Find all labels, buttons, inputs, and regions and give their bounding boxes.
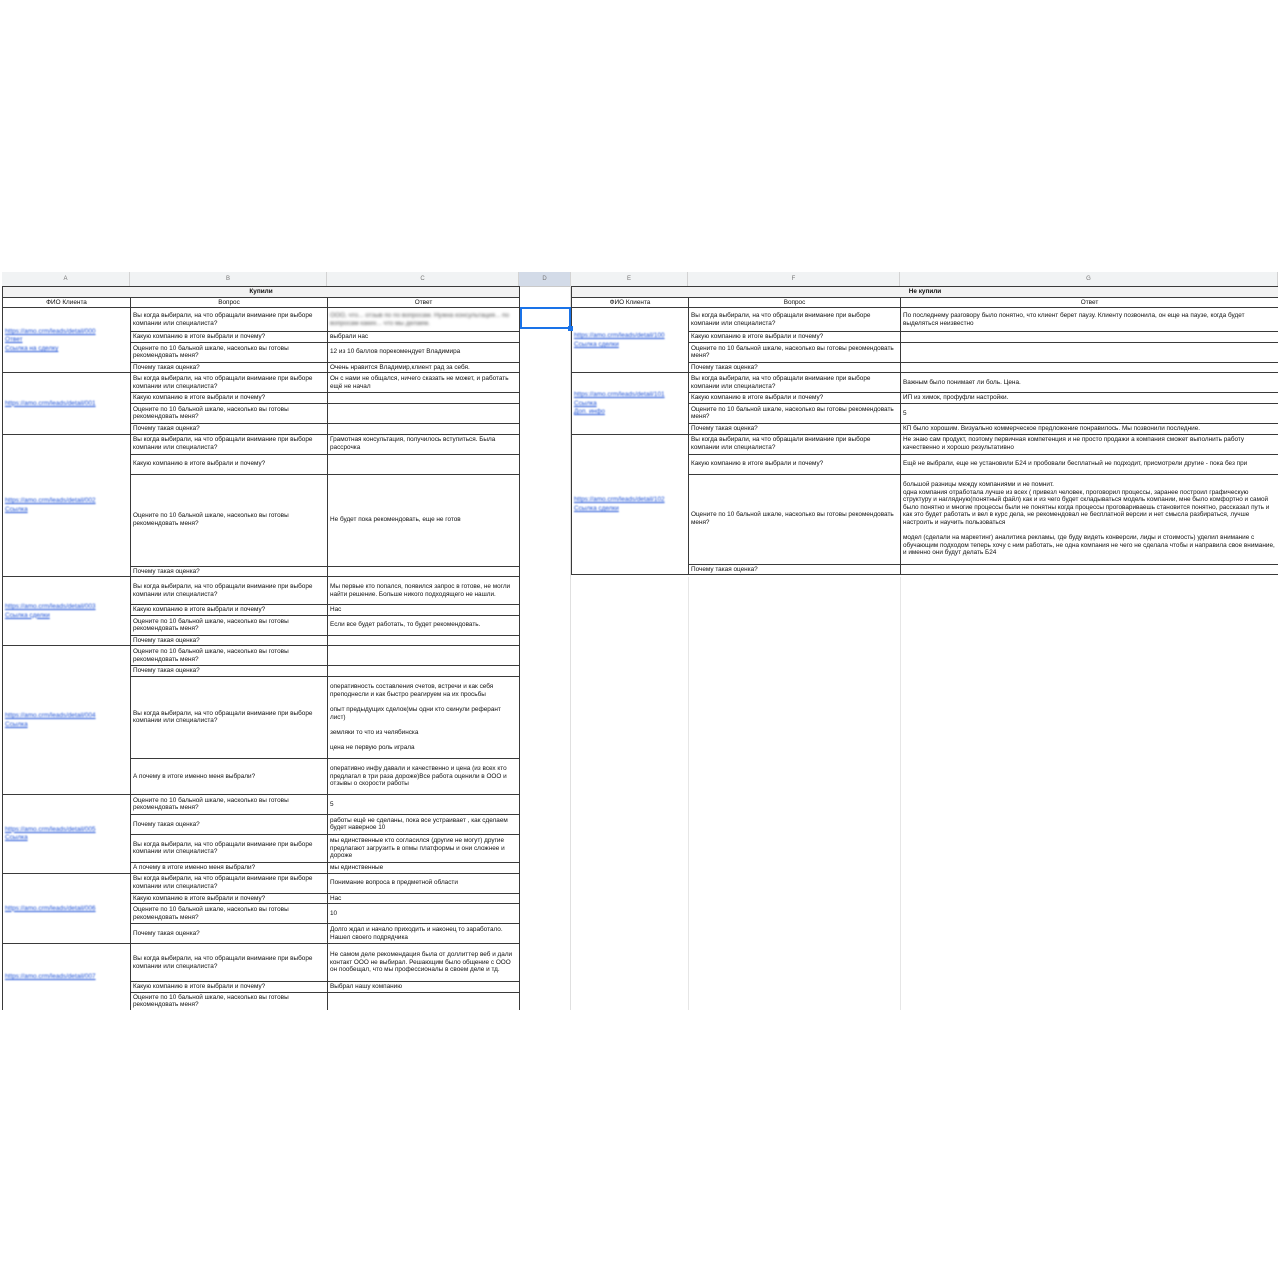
column-header-row xyxy=(2,272,1278,287)
client-link[interactable]: https://amo.crm/leads/detail/000 xyxy=(5,327,96,335)
question-cell[interactable]: Оцените по 10 бальной шкале, насколько вы готовы рекомендовать меня? xyxy=(131,615,328,635)
table-row xyxy=(3,434,520,454)
header-client: ФИО Клиента xyxy=(3,297,131,308)
answer-cell[interactable]: мы единственные кто согласился (другие не могут) другие предлагают загрузить в опмы платформы и они сложнее и дороже xyxy=(328,834,520,862)
client-cell[interactable] xyxy=(3,944,131,1010)
question-cell[interactable]: Почему такая оценка? xyxy=(689,564,901,575)
table-row xyxy=(3,873,520,893)
client-cell[interactable] xyxy=(572,434,689,575)
question-cell[interactable]: Вы когда выбирали, на что обращали внимание при выборе компании или специалиста? xyxy=(131,373,328,393)
col-header-f[interactable]: F xyxy=(688,272,900,286)
header-question: Вопрос xyxy=(131,297,328,308)
answer-cell[interactable]: большой разницы между компаниями и не помнит. одна компания отработала лучше из всех ( привезл человек, проговорил процессы, заранее построил графическую структуру и наглядную(понятный файл) как и из чего будет складываться модель компании, мне было комфортно и самой было понятно и многие процессы были не понятны когда процессы проговариваешь становится понятно, рассказал путь и как это будет работать и вел в курс дела, не рекомендовал не бесплатной версии и нет смысла разбираться, лучше настроить и научить пользоваться модел (сделали на маркетинг) аналитика рекламы, где буду видеть конверсии, лиды и стоимость) уделил внимание с обучающим подходом теперь хочу с ним работать, не одна компания не чего не сделала чтобы и направила свое внимание, и именно они будут делать Б24 xyxy=(901,474,1279,564)
col-header-e[interactable]: E xyxy=(571,272,688,286)
question-cell[interactable]: Оцените по 10 бальной шкале, насколько вы готовы рекомендовать меня? xyxy=(131,403,328,423)
table-row xyxy=(3,646,520,666)
client-link[interactable]: Ссылка xyxy=(5,505,28,513)
question-cell[interactable]: Какую компанию в итоге выбрали и почему? xyxy=(689,332,901,343)
client-link[interactable]: https://amo.crm/leads/detail/003 xyxy=(5,603,96,611)
client-cell[interactable] xyxy=(3,308,131,373)
answer-cell[interactable]: ООО, что... отзыв по по вопросам. Нужна консультация... по вопросам каких... что мы делаем. xyxy=(328,308,520,332)
answer-cell[interactable]: Мы первые кто попался, появился запрос в готове, не могли найти решение. Больше никого подходящего не нашли. xyxy=(328,577,520,605)
answer-cell[interactable]: Понимание вопроса в предметной области xyxy=(328,873,520,893)
question-cell[interactable]: Почему такая оценка? xyxy=(131,924,328,944)
answer-cell[interactable]: 5 xyxy=(901,403,1279,423)
question-cell[interactable]: А почему в итоге именно меня выбрали? xyxy=(131,862,328,873)
answer-cell[interactable] xyxy=(328,423,520,434)
question-cell[interactable]: Оцените по 10 бальной шкале, насколько вы готовы рекомендовать меня? xyxy=(131,904,328,924)
question-cell[interactable]: Какую компанию в итоге выбрали и почему? xyxy=(131,393,328,404)
question-cell[interactable]: Вы когда выбирали, на что обращали внимание при выборе компании или специалиста? xyxy=(131,577,328,605)
client-cell[interactable] xyxy=(572,373,689,434)
col-header-c[interactable]: C xyxy=(327,272,519,286)
answer-cell[interactable]: Грамотная консультация, получилось вступиться. Была рассрочка xyxy=(328,434,520,454)
answer-cell[interactable]: Ещё не выбрали, еще не установили Б24 и пробовали бесплатный не подходит, присмотрели другие - пока без при xyxy=(901,454,1279,474)
question-cell[interactable]: Оцените по 10 бальной шкале, насколько вы готовы рекомендовать меня? xyxy=(689,403,901,423)
answer-cell[interactable]: ИП из химок, профуфли настройки. xyxy=(901,393,1279,404)
table-row xyxy=(572,373,1279,393)
col-header-d[interactable]: D xyxy=(519,272,571,286)
question-cell[interactable]: Почему такая оценка? xyxy=(689,362,901,373)
header-answer: Ответ xyxy=(901,297,1279,308)
answer-cell[interactable]: КП было хорошим. Визуально коммерческое предложение понравилось. Мы позвонили последние. xyxy=(901,423,1279,434)
question-cell[interactable]: Вы когда выбирали, на что обращали внимание при выборе компании или специалиста? xyxy=(131,308,328,332)
question-cell[interactable]: Какую компанию в итоге выбрали и почему? xyxy=(131,893,328,904)
client-cell[interactable] xyxy=(3,373,131,434)
question-cell[interactable]: Какую компанию в итоге выбрали и почему? xyxy=(689,393,901,404)
answer-cell[interactable] xyxy=(328,403,520,423)
client-link[interactable]: https://amo.crm/leads/detail/101 xyxy=(574,391,665,399)
question-cell[interactable]: Вы когда выбирали, на что обращали внимание при выборе компании или специалиста? xyxy=(689,308,901,332)
question-cell[interactable]: Почему такая оценка? xyxy=(131,635,328,646)
question-cell[interactable]: Оцените по 10 бальной шкале, насколько вы готовы рекомендовать меня? xyxy=(689,474,901,564)
question-cell[interactable]: Почему такая оценка? xyxy=(131,814,328,834)
client-link[interactable]: https://amo.crm/leads/detail/004 xyxy=(5,712,96,720)
question-cell[interactable]: Почему такая оценка? xyxy=(131,666,328,677)
question-cell[interactable]: Оцените по 10 бальной шкале, насколько вы готовы рекомендовать меня? xyxy=(131,992,328,1010)
client-link[interactable]: https://amo.crm/leads/detail/100 xyxy=(574,332,665,340)
question-cell[interactable]: Почему такая оценка? xyxy=(131,362,328,373)
question-cell[interactable]: Вы когда выбирали, на что обращали внимание при выборе компании или специалиста? xyxy=(131,944,328,982)
question-cell[interactable]: Какую компанию в итоге выбрали и почему? xyxy=(131,454,328,474)
question-cell[interactable]: Почему такая оценка? xyxy=(131,423,328,434)
client-link[interactable]: https://amo.crm/leads/detail/002 xyxy=(5,497,96,505)
answer-cell[interactable]: Не самом деле рекомендация была от доллиттер веб и дали контакт ООО не выбирал. Решающим было общение с ООО он пообещал, что мы профессионалы в своем деле и тд. xyxy=(328,944,520,982)
answer-cell[interactable]: Важным было понимает ли боль. Цена. xyxy=(901,373,1279,393)
answer-cell[interactable] xyxy=(328,635,520,646)
client-cell[interactable] xyxy=(3,577,131,646)
question-cell[interactable]: Оцените по 10 бальной шкале, насколько вы готовы рекомендовать меня? xyxy=(131,474,328,566)
answer-cell[interactable]: Нас xyxy=(328,893,520,904)
answer-cell[interactable] xyxy=(328,566,520,577)
not-bought-title: Не купили xyxy=(572,287,1279,298)
header-client: ФИО Клиента xyxy=(572,297,689,308)
answer-cell[interactable] xyxy=(328,454,520,474)
client-link[interactable]: Доп. инфо xyxy=(574,408,605,416)
client-link[interactable]: https://amo.crm/leads/detail/001 xyxy=(5,399,96,407)
question-cell[interactable]: Оцените по 10 бальной шкале, насколько вы готовы рекомендовать меня? xyxy=(131,794,328,814)
answer-cell[interactable] xyxy=(901,342,1279,362)
client-link[interactable]: https://amo.crm/leads/detail/007 xyxy=(5,973,96,981)
answer-cell[interactable] xyxy=(901,332,1279,343)
not-bought-block xyxy=(571,286,1278,575)
bought-title: Купили xyxy=(3,287,520,298)
answer-cell[interactable]: работы ещё не сделаны, пока все устраивает , как сделаем будет наверное 10 xyxy=(328,814,520,834)
client-link[interactable]: https://amo.crm/leads/detail/006 xyxy=(5,904,96,912)
question-cell[interactable]: Вы когда выбирали, на что обращали внимание при выборе компании или специалиста? xyxy=(131,873,328,893)
table-row xyxy=(3,794,520,814)
answer-cell[interactable]: оперативность составления счетов, встречи и как себя преподнесли и как быстро реагируем на их просьбы опыт предыдущих сделок(мы одни кто скинули реферант лист) земляки то что из челябинска цена не первую роль играла xyxy=(328,676,520,758)
question-cell[interactable]: Почему такая оценка? xyxy=(689,423,901,434)
table-row xyxy=(572,308,1279,332)
client-cell[interactable] xyxy=(3,646,131,795)
bought-block xyxy=(2,286,520,1010)
answer-cell[interactable]: Не будет пока рекомендовать, еще не готов xyxy=(328,474,520,566)
client-link[interactable]: Ссылка xyxy=(5,834,28,842)
answer-cell[interactable] xyxy=(328,666,520,677)
answer-cell[interactable]: По последнему разговору было понятно, что клиент берет паузу. Клиенту позвонила, он еще на паузе, когда будет выделяться неизвестно xyxy=(901,308,1279,332)
client-link[interactable]: Ссылка сделки xyxy=(574,504,619,512)
answer-cell[interactable]: 10 xyxy=(328,904,520,924)
spreadsheet[interactable] xyxy=(2,272,1278,1010)
client-link[interactable]: Ответ xyxy=(5,336,23,344)
table-row xyxy=(3,944,520,982)
col-header-g[interactable]: G xyxy=(900,272,1278,286)
question-cell[interactable]: Почему такая оценка? xyxy=(131,566,328,577)
grid-line xyxy=(688,577,689,1010)
empty-column[interactable] xyxy=(519,286,571,1010)
client-cell[interactable] xyxy=(3,794,131,873)
client-link[interactable]: https://amo.crm/leads/detail/005 xyxy=(5,825,96,833)
client-link[interactable]: Ссылка xyxy=(5,720,28,728)
answer-cell[interactable]: Он с нами не общался, ничего сказать не может, и работать ещё не начал xyxy=(328,373,520,393)
bought-table xyxy=(2,286,520,1010)
answer-cell[interactable]: мы единственные xyxy=(328,862,520,873)
col-header-a[interactable]: A xyxy=(2,272,130,286)
question-cell[interactable]: Оцените по 10 бальной шкале, насколько вы готовы рекомендовать меня? xyxy=(689,342,901,362)
question-cell[interactable]: Какую компанию в итоге выбрали и почему? xyxy=(131,982,328,993)
client-cell[interactable] xyxy=(3,434,131,577)
client-link[interactable]: Ссылка на сделку xyxy=(5,345,59,353)
answer-cell[interactable]: Выбрал нашу компанию xyxy=(328,982,520,993)
answer-cell[interactable]: оперативно инфу давали и качественно и цена (из всех кто предлагал в три раза дороже)Все работа оценили в ООО и отзывы о скорости работы xyxy=(328,758,520,794)
answer-cell[interactable]: Нас xyxy=(328,605,520,616)
answer-cell[interactable]: Очень нравится Владимир,клиент рад за себя. xyxy=(328,362,520,373)
header-question: Вопрос xyxy=(689,297,901,308)
answer-cell[interactable]: 5 xyxy=(328,794,520,814)
answer-cell[interactable] xyxy=(328,646,520,666)
header-answer: Ответ xyxy=(328,297,520,308)
client-link[interactable]: Ссылка сделки xyxy=(5,611,50,619)
grid-line xyxy=(900,577,901,1010)
answer-cell[interactable] xyxy=(328,393,520,404)
answer-cell[interactable]: Если все будет работать, то будет рекомендовать. xyxy=(328,615,520,635)
client-link[interactable]: Ссылка сделки xyxy=(574,340,619,348)
question-cell[interactable]: Вы когда выбирали, на что обращали внимание при выборе компании или специалиста? xyxy=(689,434,901,454)
question-cell[interactable]: Оцените по 10 бальной шкале, насколько вы готовы рекомендовать меня? xyxy=(131,646,328,666)
question-cell[interactable]: Какую компанию в итоге выбрали и почему? xyxy=(131,332,328,343)
question-cell[interactable]: Вы когда выбирали, на что обращали внимание при выборе компании или специалиста? xyxy=(689,373,901,393)
not-bought-table xyxy=(571,286,1278,575)
question-cell[interactable]: Какую компанию в итоге выбрали и почему? xyxy=(689,454,901,474)
client-link[interactable]: https://amo.crm/leads/detail/102 xyxy=(574,496,665,504)
answer-cell[interactable] xyxy=(901,362,1279,373)
question-cell[interactable]: Вы когда выбирали, на что обращали внимание при выборе компании или специалиста? xyxy=(131,676,328,758)
table-row xyxy=(3,373,520,393)
client-cell[interactable] xyxy=(572,308,689,373)
question-cell[interactable]: Оцените по 10 бальной шкале, насколько вы готовы рекомендовать меня? xyxy=(131,342,328,362)
answer-cell[interactable]: Долго ждал и начало приходить и наконец то заработало. Нашел своего подрядчика xyxy=(328,924,520,944)
col-header-b[interactable]: B xyxy=(130,272,327,286)
question-cell[interactable]: Какую компанию в итоге выбрали и почему? xyxy=(131,605,328,616)
question-cell[interactable]: Вы когда выбирали, на что обращали внимание при выборе компании или специалиста? xyxy=(131,434,328,454)
selected-cell[interactable] xyxy=(520,307,571,329)
answer-cell[interactable]: выбрали нас xyxy=(328,332,520,343)
client-link[interactable]: Ссылка xyxy=(574,399,597,407)
answer-cell[interactable] xyxy=(901,564,1279,575)
table-row xyxy=(3,577,520,605)
table-row xyxy=(3,308,520,332)
question-cell[interactable]: А почему в итоге именно меня выбрали? xyxy=(131,758,328,794)
table-row xyxy=(572,434,1279,454)
answer-cell[interactable]: 12 из 10 баллов порекомендует Владимира xyxy=(328,342,520,362)
question-cell[interactable]: Вы когда выбирали, на что обращали внимание при выборе компании или специалиста? xyxy=(131,834,328,862)
answer-cell[interactable]: Не знаю сам продукт, поэтому первичная компетенция и не просто продажи а компания сможет выполнить работу качественно и хорошо результативно xyxy=(901,434,1279,454)
answer-cell[interactable] xyxy=(328,992,520,1010)
client-cell[interactable] xyxy=(3,873,131,944)
